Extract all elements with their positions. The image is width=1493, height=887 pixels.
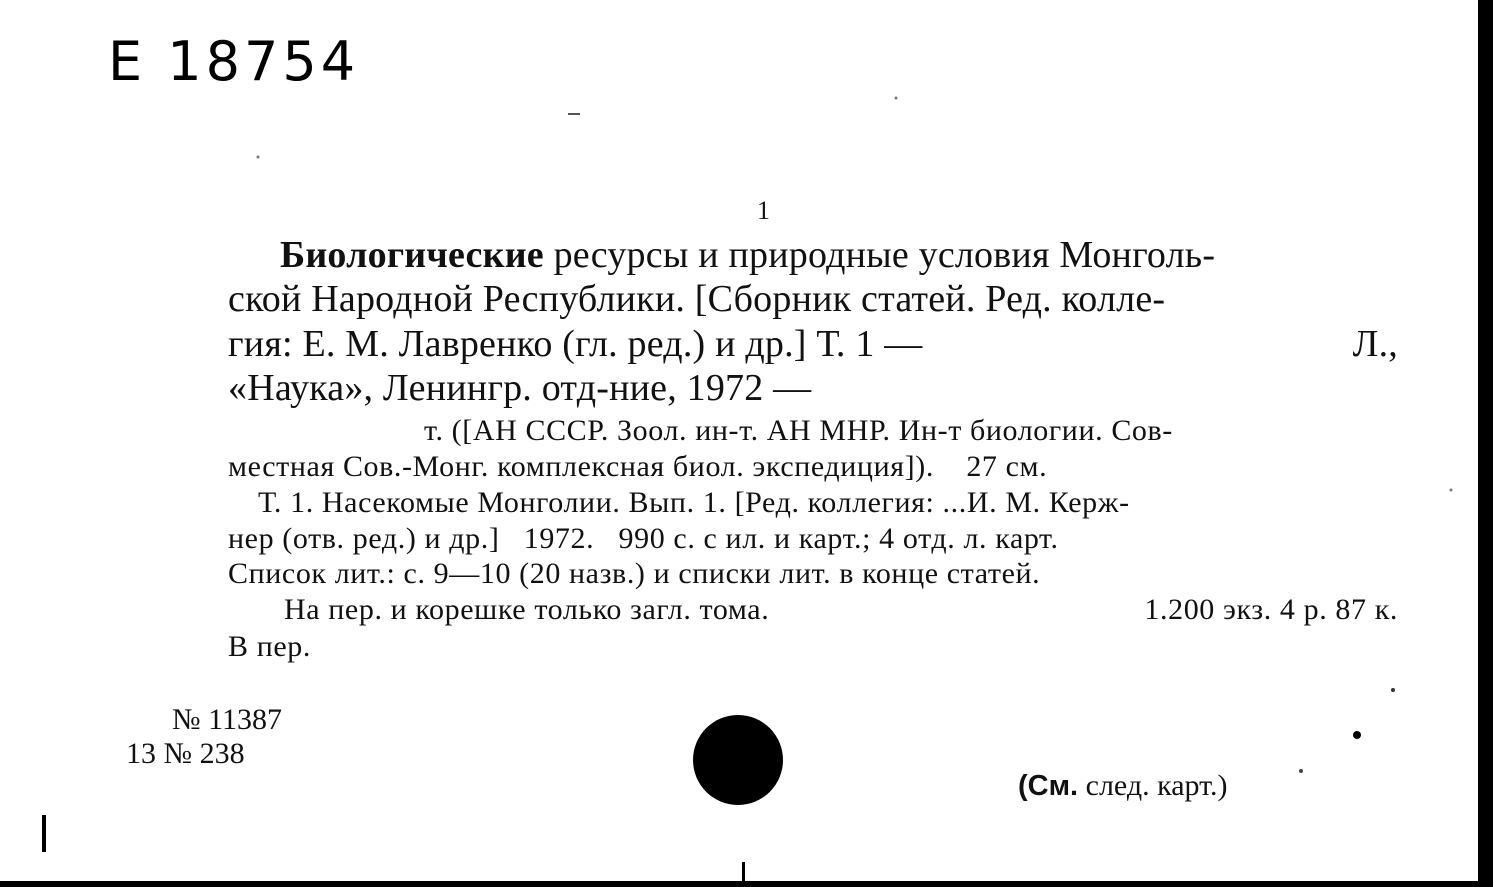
entry-line-10-right: 1.200 экз. 4 р. 87 к. xyxy=(1144,593,1398,626)
entry-line-2: ской Народной Республики. [Сборник статей. Ред. колле- xyxy=(228,278,1166,320)
scan-speck xyxy=(568,113,580,115)
entry-title-rest: ресурсы и природные условия Монголь- xyxy=(543,234,1216,276)
volume-mark: 1 xyxy=(757,196,770,225)
entry-line-7: Т. 1. Насекомые Монголии. Вып. 1. [Ред. коллегия: ...И. М. Керж- xyxy=(258,486,1130,519)
entry-line-10-left: На пер. и корешке только загл. тома. xyxy=(284,593,770,626)
entry-title-bold: Биологические xyxy=(280,234,544,276)
entry-line-11: В пер. xyxy=(228,630,311,663)
entry-line-8: нер (отв. ред.) и др.] 1972. 990 с. с ил. и карт.; 4 отд. л. карт. xyxy=(228,522,1059,555)
see-next-rest: след. карт.) xyxy=(1078,769,1228,802)
entry-line-9: Список лит.: с. 9—10 (20 назв.) и списки лит. в конце статей. xyxy=(228,557,1041,590)
scan-mark-left xyxy=(42,815,46,852)
scan-speck xyxy=(895,97,898,100)
accession-number-1: № 11387 xyxy=(172,703,283,736)
call-number: Е 18754 xyxy=(108,30,360,93)
scan-border-right xyxy=(1478,0,1493,887)
entry-line-3-right: Л., xyxy=(1352,323,1398,365)
scan-speck xyxy=(1299,769,1303,773)
scan-speck xyxy=(1353,731,1361,739)
scan-border-bottom xyxy=(0,881,1493,887)
entry-line-5: т. ([АН СССР. Зоол. ин-т. АН МНР. Ин-т биологии. Сов- xyxy=(424,414,1173,447)
entry-line-4: «Наука», Ленингр. отд-ние, 1972 — xyxy=(228,367,812,409)
entry-line-3-left: гия: Е. М. Лавренко (гл. ред.) и др.] Т. 1 — xyxy=(228,323,923,365)
entry-line-6: местная Сов.-Монг. комплексная биол. экспедиция]). 27 см. xyxy=(228,450,1048,483)
scan-mark-bottom xyxy=(742,862,745,881)
scan-speck xyxy=(257,156,260,159)
accession-value: № 238 xyxy=(163,737,245,770)
see-next-bold: (См. xyxy=(1018,770,1079,802)
scan-speck xyxy=(1391,688,1395,692)
scan-speck xyxy=(1450,489,1453,492)
accession-prefix: 13 xyxy=(126,737,156,770)
